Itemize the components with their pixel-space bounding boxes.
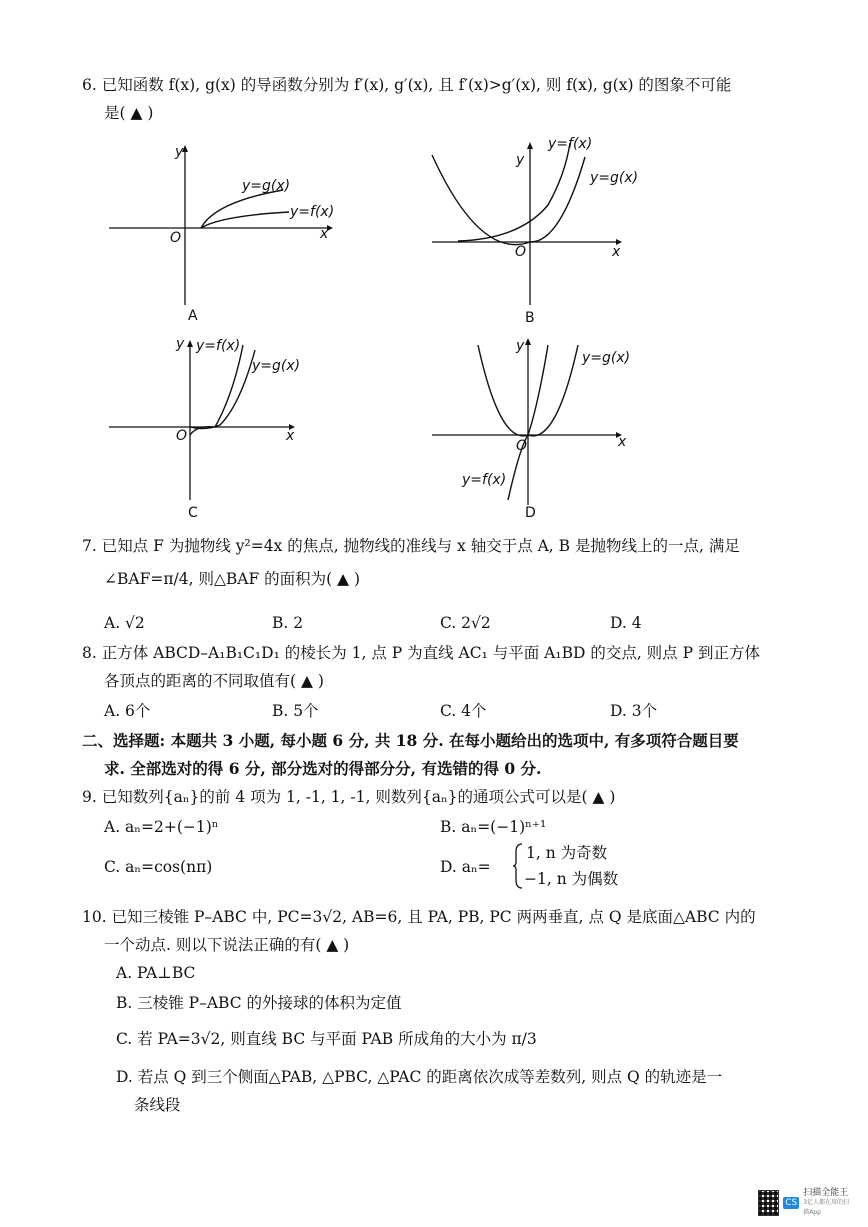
q8-option-c: C. 4个 [440, 702, 487, 720]
q8-stem-line2: 各顶点的距离的不同取值有( ▲ ) [104, 672, 324, 690]
q7-stem-line2: ∠BAF=π/4, 则△BAF 的面积为( ▲ ) [104, 570, 360, 588]
graph-b-x-label: x [612, 244, 621, 260]
q10-option-d-line2: 条线段 [134, 1096, 181, 1114]
graph-a [105, 140, 335, 310]
graph-d-g-label: y=g(x) [582, 350, 631, 366]
graph-a-x-label: x [320, 226, 329, 242]
graph-d-x-label: x [618, 434, 627, 450]
watermark-title: 扫描全能王 [803, 1188, 849, 1198]
camscanner-badge: CS [785, 1198, 798, 1208]
graph-d-origin: O [516, 438, 528, 454]
graph-b-origin: O [515, 244, 527, 260]
q7-option-a: A. √2 [104, 614, 145, 632]
q7-option-c: C. 2√2 [440, 614, 491, 632]
graph-d-y-label: y [516, 338, 525, 354]
q9-option-b: B. aₙ=(−1)ⁿ⁺¹ [440, 818, 547, 836]
graph-d-f-label: y=f(x) [462, 472, 507, 488]
graph-b [430, 135, 630, 310]
graph-a-letter: A [188, 308, 198, 324]
graph-c-f-label: y=f(x) [196, 338, 241, 354]
q9-option-c: C. aₙ=cos(nπ) [104, 858, 213, 876]
section2-heading-line2: 求. 全部选对的得 6 分, 部分选对的得部分分, 有选错的得 0 分. [104, 759, 542, 778]
graph-a-g-label: y=g(x) [242, 178, 291, 194]
watermark-text [803, 1188, 854, 1218]
q7-option-b: B. 2 [272, 614, 304, 632]
q6-stem-line2: 是( ▲ ) [104, 104, 154, 122]
graph-c-g-label: y=g(x) [252, 358, 301, 374]
graph-b-g-label: y=g(x) [590, 170, 639, 186]
graph-b-letter: B [525, 310, 535, 326]
section2-heading-line1: 二、选择题: 本题共 3 小题, 每小题 6 分, 共 18 分. 在每小题给出的选项中, 有多项符合题目要 [82, 731, 739, 750]
watermark-subtitle: 3亿人都在用的扫描App [803, 1199, 850, 1216]
graph-a-y-label: y [175, 144, 184, 160]
graph-c-y-label: y [176, 336, 185, 352]
graph-c-letter: C [188, 505, 198, 521]
scanner-watermark [758, 1189, 854, 1217]
q8-option-d: D. 3个 [610, 702, 658, 720]
graph-c-origin: O [176, 428, 188, 444]
q9-option-d-brace [512, 842, 524, 890]
graph-c-x-label: x [286, 428, 295, 444]
q6-stem-line1: 6. 已知函数 f(x), g(x) 的导函数分别为 f′(x), g′(x), 且 f′(x)>g′(x), 则 f(x), g(x) 的图象不可能 [82, 76, 732, 94]
q10-stem-line2: 一个动点. 则以下说法正确的有( ▲ ) [104, 936, 350, 954]
graph-a-origin: O [170, 230, 182, 246]
graph-b-y-label: y [516, 152, 525, 168]
q10-option-c: C. 若 PA=3√2, 则直线 BC 与平面 PAB 所成角的大小为 π/3 [116, 1030, 537, 1048]
qr-code-icon [758, 1190, 779, 1216]
q10-stem-line1: 10. 已知三棱锥 P–ABC 中, PC=3√2, AB=6, 且 PA, PB, PC 两两垂直, 点 Q 是底面△ABC 内的 [82, 908, 756, 926]
q8-stem-line1: 8. 正方体 ABCD–A₁B₁C₁D₁ 的棱长为 1, 点 P 为直线 AC₁ 与平面 A₁BD 的交点, 则点 P 到正方体 [82, 644, 760, 662]
q9-option-a: A. aₙ=2+(−1)ⁿ [104, 818, 219, 836]
graph-d-letter: D [525, 505, 536, 521]
q8-option-a: A. 6个 [104, 702, 151, 720]
q9-option-d-case1: 1, n 为奇数 [526, 844, 608, 862]
q7-option-d: D. 4 [610, 614, 642, 632]
q7-stem-line1: 7. 已知点 F 为抛物线 y²=4x 的焦点, 抛物线的准线与 x 轴交于点 A, B 是抛物线上的一点, 满足 [82, 537, 740, 555]
q9-option-d-head: D. aₙ= [440, 858, 491, 876]
graph-a-f-label: y=f(x) [290, 204, 335, 220]
q10-option-a: A. PA⊥BC [116, 964, 196, 982]
q10-option-b: B. 三棱锥 P–ABC 的外接球的体积为定值 [116, 994, 402, 1012]
graph-b-f-label: y=f(x) [548, 136, 593, 152]
q9-option-d-case2: −1, n 为偶数 [524, 870, 619, 888]
q10-option-d-line1: D. 若点 Q 到三个侧面△PAB, △PBC, △PAC 的距离依次成等差数列, 则点 Q 的轨迹是一 [116, 1068, 723, 1086]
q8-option-b: B. 5个 [272, 702, 319, 720]
q9-stem: 9. 已知数列{aₙ}的前 4 项为 1, -1, 1, -1, 则数列{aₙ}的通项公式可以是( ▲ ) [82, 788, 616, 806]
